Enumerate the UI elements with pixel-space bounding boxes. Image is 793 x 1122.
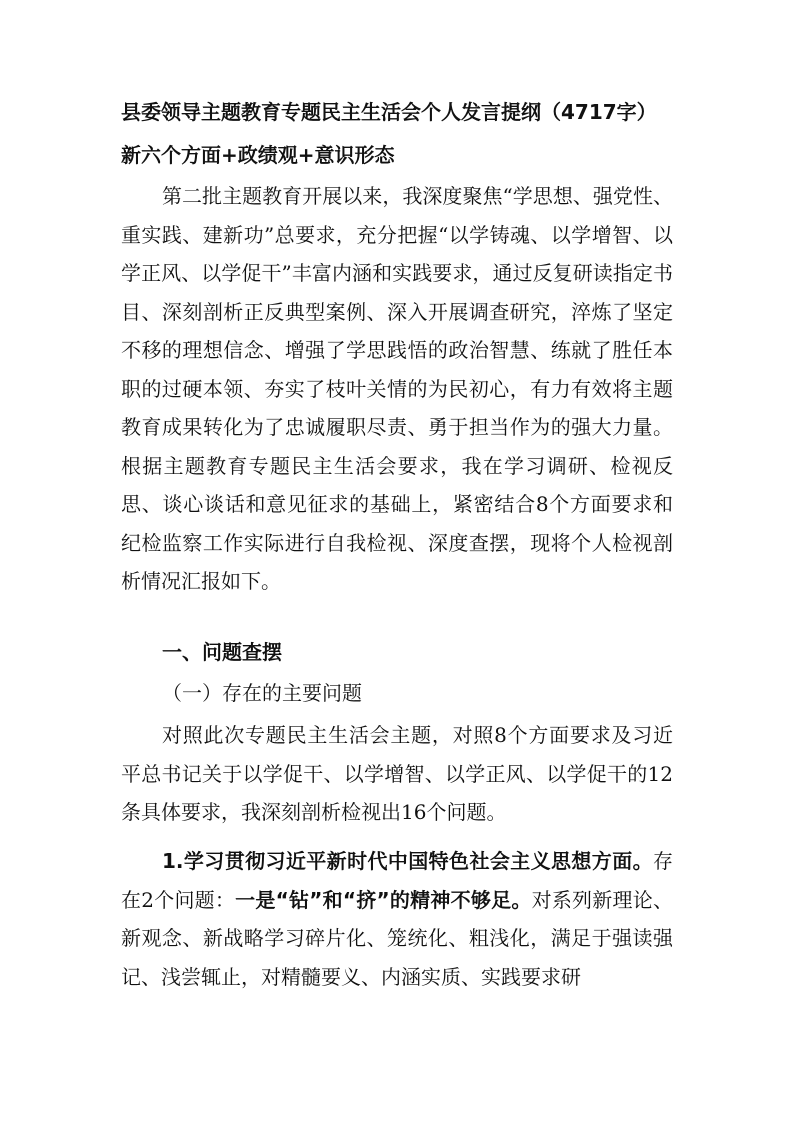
item-paragraph — [121, 842, 673, 996]
item-heading: 1.学习贯彻习近平新时代中国特色社会主义思想方面。 — [162, 849, 653, 873]
section-heading: 一、问题查摆 — [162, 640, 282, 664]
subsection-heading: （一）存在的主要问题 — [162, 681, 362, 705]
item-lead: 存在2个问题： — [121, 849, 673, 912]
intro-paragraph: 第二批主题教育开展以来，我深度聚焦“学思想、强党性、重实践、建新功”总要求，充分把握“以学铸魂、以学增智、以学正风、以学促干”丰富内涵和实践要求，通过反复研读指定书目、深刻剖析正反典型案例、深入开展调查研究，淬炼了坚定不移的理想信念、增强了学思践悟的政治智慧、练就了胜任本职的过硬本领、夯实了枝叶关情的为民初心，有力有效将主题教育成果转化为了忠诚履职尽责、勇于担当作为的强大力量。根据主题教育专题民主生活会要求，我在学习调研、检视反思、谈心谈话和意见征求的基础上，紧密结合8个方面要求和纪检监察工作实际进行自我检视、深度查摆，现将个人检视剖析情况汇报如下。 — [121, 184, 673, 593]
item-point: 一是“钻”和“挤”的精神不够足。 — [235, 887, 532, 912]
document-subtitle: 新六个方面+政绩观+意识形态 — [121, 143, 395, 167]
body-paragraph: 对照此次专题民主生活会主题，对照8个方面要求及习近平总书记关于以学促干、以学增智、以学正风、以学促干的12条具体要求，我深刻剖析检视出16个问题。 — [121, 723, 673, 824]
item-text: 对系列新理论、新观念、新战略学习碎片化、笼统化、粗浅化，满足于强读强记、浅尝辄止，对精髓要义、内涵实质、实践要求研 — [121, 887, 674, 989]
document-title: 县委领导主题教育专题民主生活会个人发言提纲（4717字） — [121, 100, 657, 124]
